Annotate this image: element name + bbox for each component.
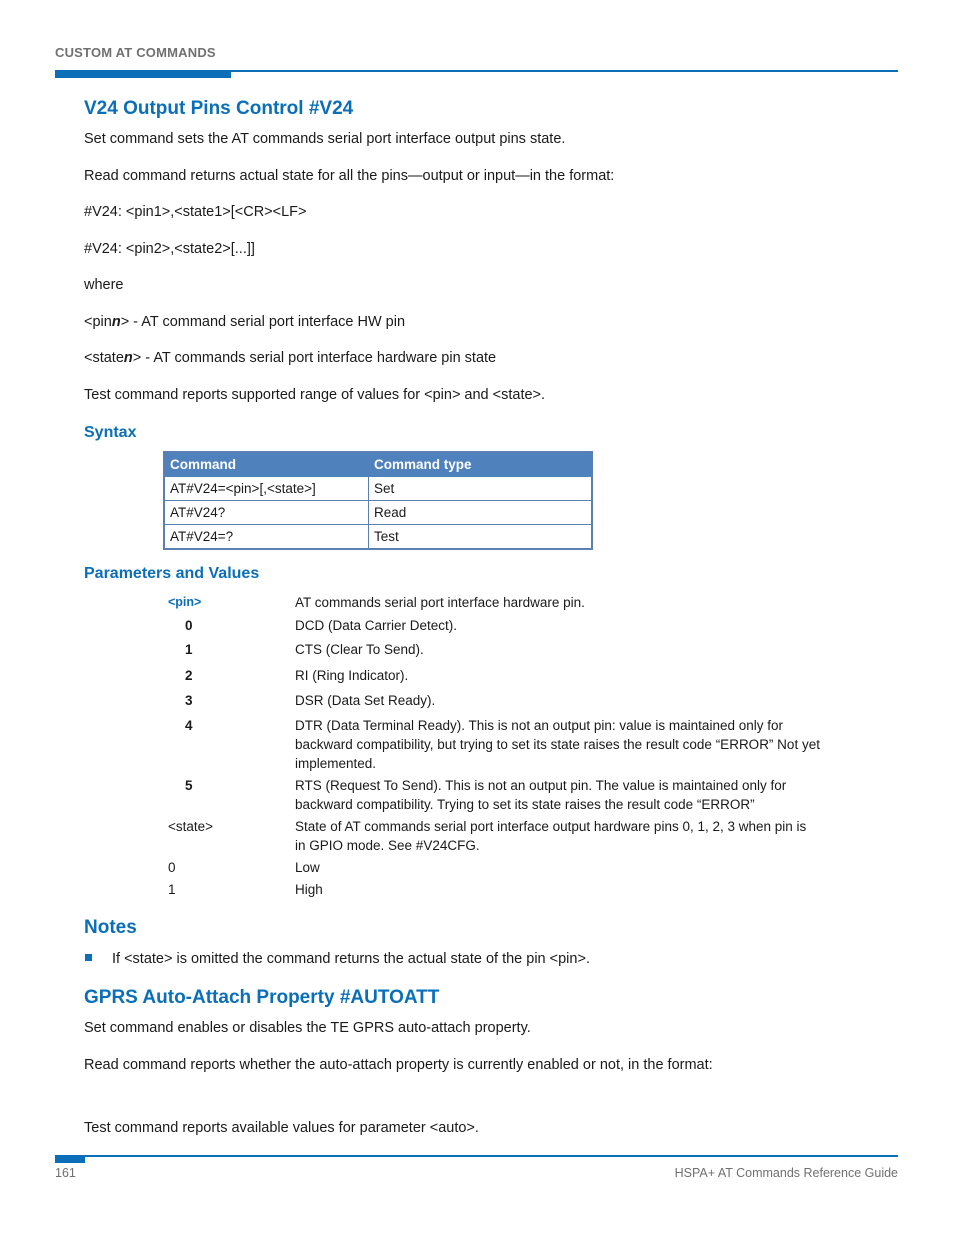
command-cell: AT#V24? [164, 501, 369, 525]
state-value-desc: High [295, 882, 323, 897]
syntax-heading: Syntax [84, 424, 137, 441]
paragraph-autoatt-read: Read command reports whether the auto-attach property is currently enabled or not, in the format: [84, 1057, 713, 1073]
pin-value: 2 [185, 668, 193, 683]
type-cell: Test [369, 525, 593, 550]
pin-n-definition: <pinn> - AT command serial port interface HW pin [84, 314, 406, 330]
state-n-definition: <staten> - AT commands serial port interface hardware pin state [84, 350, 497, 366]
paragraph-autoatt-set: Set command enables or disables the TE GPRS auto-attach property. [84, 1020, 531, 1036]
pin-value: 1 [185, 642, 193, 657]
pin-value: 5 [185, 778, 193, 793]
parameters-heading: Parameters and Values [84, 565, 260, 582]
footer-rule-accent [55, 1155, 85, 1163]
paragraph-test-command: Test command reports supported range of values for <pin> and <state>. [84, 387, 546, 403]
section-title-autoatt: GPRS Auto-Attach Property #AUTOATT [84, 987, 440, 1008]
section-title-v24: V24 Output Pins Control #V24 [84, 98, 354, 119]
format-line-1: #V24: <pin1>,<state1>[<CR><LF> [84, 204, 307, 220]
column-header-command-type: Command type [369, 452, 593, 477]
notes-heading: Notes [84, 917, 137, 938]
column-header-command: Command [164, 452, 369, 477]
table-row [164, 501, 592, 525]
param-key-pin: <pin> [168, 595, 202, 609]
param-desc-pin: AT commands serial port interface hardware pin. [295, 595, 585, 610]
pin-value-desc: CTS (Clear To Send). [295, 642, 424, 657]
running-header: CUSTOM AT COMMANDS [55, 45, 216, 60]
pin-value-desc: DTR (Data Terminal Ready). This is not an output pin: value is maintained only for backward compatibility, but trying to set its state raises the result code “ERROR” Not yet implemented. [295, 718, 820, 771]
param-key-state: <state> [168, 819, 214, 834]
state-value-desc: Low [295, 860, 320, 875]
param-desc-state: State of AT commands serial port interface output hardware pins 0, 1, 2, 3 when pin is in GPIO mode. See #V24CFG. [295, 819, 807, 853]
pin-value: 4 [185, 718, 193, 733]
page-number: 161 [55, 1166, 76, 1180]
state-value: 0 [168, 860, 176, 875]
bullet-square-icon [85, 954, 92, 961]
paragraph-read-command: Read command returns actual state for all the pins—output or input—in the format: [84, 168, 615, 184]
table-row [164, 525, 592, 550]
format-line-2: #V24: <pin2>,<state2>[...]] [84, 241, 255, 257]
header-rule-accent [55, 70, 231, 78]
footer-rule [55, 1155, 898, 1157]
paragraph-set-command: Set command sets the AT commands serial port interface output pins state. [84, 131, 566, 147]
table-row [164, 477, 592, 501]
type-cell: Read [369, 501, 593, 525]
where-text: where [84, 277, 124, 293]
document-title: HSPA+ AT Commands Reference Guide [674, 1166, 898, 1180]
paragraph-autoatt-test: Test command reports available values for parameter <auto>. [84, 1120, 479, 1136]
state-value: 1 [168, 882, 176, 897]
pin-value-desc: RI (Ring Indicator). [295, 668, 409, 683]
command-cell: AT#V24=? [164, 525, 369, 550]
pin-value-desc: DSR (Data Set Ready). [295, 693, 436, 708]
command-cell: AT#V24=<pin>[,<state>] [164, 477, 369, 501]
syntax-table [163, 451, 593, 550]
pin-value-desc: RTS (Request To Send). This is not an output pin. The value is maintained only for backward compatibility. Trying to set its state raises the result code “ERROR” [295, 778, 787, 812]
pin-value: 3 [185, 693, 193, 708]
pin-value-desc: DCD (Data Carrier Detect). [295, 618, 458, 633]
pin-value: 0 [185, 618, 193, 633]
type-cell: Set [369, 477, 593, 501]
note-item: If <state> is omitted the command returns the actual state of the pin <pin>. [112, 951, 590, 967]
